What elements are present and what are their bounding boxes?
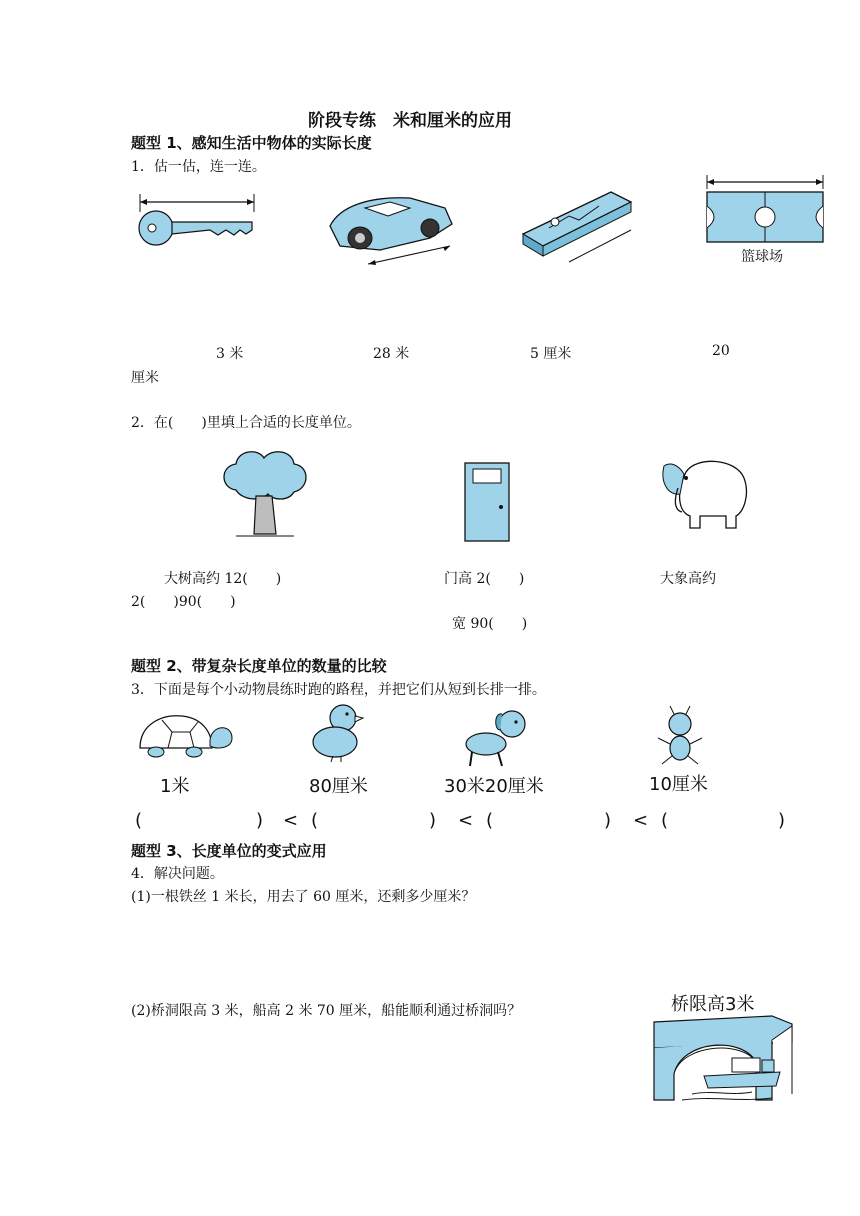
- tree-image: [216, 446, 312, 542]
- question-3: 3．下面是每个小动物晨练时跑的路程，并把它们从短到长排一排。: [131, 682, 546, 698]
- question-2: 2．在( )里填上合适的长度单位。: [131, 415, 361, 431]
- section1-heading: 题型 1、感知生活中物体的实际长度: [131, 134, 372, 152]
- turtle-distance: 1米: [160, 776, 190, 797]
- order-paren-2-close: ): [429, 810, 437, 831]
- order-paren-3-close: ): [604, 810, 612, 831]
- bridge-sign: 桥限高3米: [671, 994, 755, 1015]
- section3-heading: 题型 3、长度单位的变式应用: [131, 842, 327, 860]
- ant-image: [652, 704, 708, 766]
- order-paren-4-open: (: [661, 810, 669, 831]
- chick-distance: 80厘米: [309, 776, 368, 797]
- court-label: 篮球场: [741, 249, 783, 265]
- ant-distance: 10厘米: [649, 774, 708, 795]
- elephant-image: [656, 452, 752, 532]
- dog-image: [460, 706, 532, 768]
- door-image: [463, 461, 511, 543]
- bridge-boat-image: [652, 1014, 794, 1102]
- pencil-box-image: [519, 186, 635, 266]
- question-1: 1．估一估，连一连。: [131, 159, 266, 175]
- elephant-text: 大象高约: [660, 571, 716, 587]
- option-3m: 3 米: [216, 346, 244, 362]
- door-text: 门高 2( ): [444, 571, 525, 587]
- key-image: [134, 190, 260, 260]
- dog-distance: 30米20厘米: [444, 776, 544, 797]
- order-paren-1-close: ): [256, 810, 264, 831]
- order-paren-4-close: ): [778, 810, 786, 831]
- turtle-image: [132, 710, 234, 760]
- order-less-than-3: <: [633, 810, 649, 831]
- chick-image: [305, 700, 365, 762]
- tree-text: 大树高约 12( ): [164, 571, 282, 587]
- order-paren-1-open: (: [135, 810, 143, 831]
- option-20: 20: [712, 343, 730, 359]
- order-less-than-2: <: [458, 810, 474, 831]
- page-title: 阶段专练 米和厘米的应用: [308, 111, 512, 131]
- race-car-image: [320, 186, 460, 272]
- option-28m: 28 米: [373, 346, 410, 362]
- door-width-text: 宽 90( ): [452, 616, 528, 632]
- order-paren-3-open: (: [486, 810, 494, 831]
- elephant-text-wrap: 2( )90( ): [131, 594, 236, 610]
- option-5cm: 5 厘米: [530, 346, 572, 362]
- question-4: 4．解决问题。: [131, 866, 224, 882]
- order-less-than-1: <: [283, 810, 299, 831]
- order-paren-2-open: (: [311, 810, 319, 831]
- option-20-unit: 厘米: [131, 370, 159, 386]
- problem-2: (2)桥洞限高 3 米，船高 2 米 70 厘米，船能顺利通过桥洞吗？: [131, 1003, 522, 1019]
- problem-1: (1)一根铁丝 1 米长，用去了 60 厘米，还剩多少厘米？: [131, 889, 476, 905]
- section2-heading: 题型 2、带复杂长度单位的数量的比较: [131, 657, 387, 675]
- basketball-court-image: [705, 174, 827, 244]
